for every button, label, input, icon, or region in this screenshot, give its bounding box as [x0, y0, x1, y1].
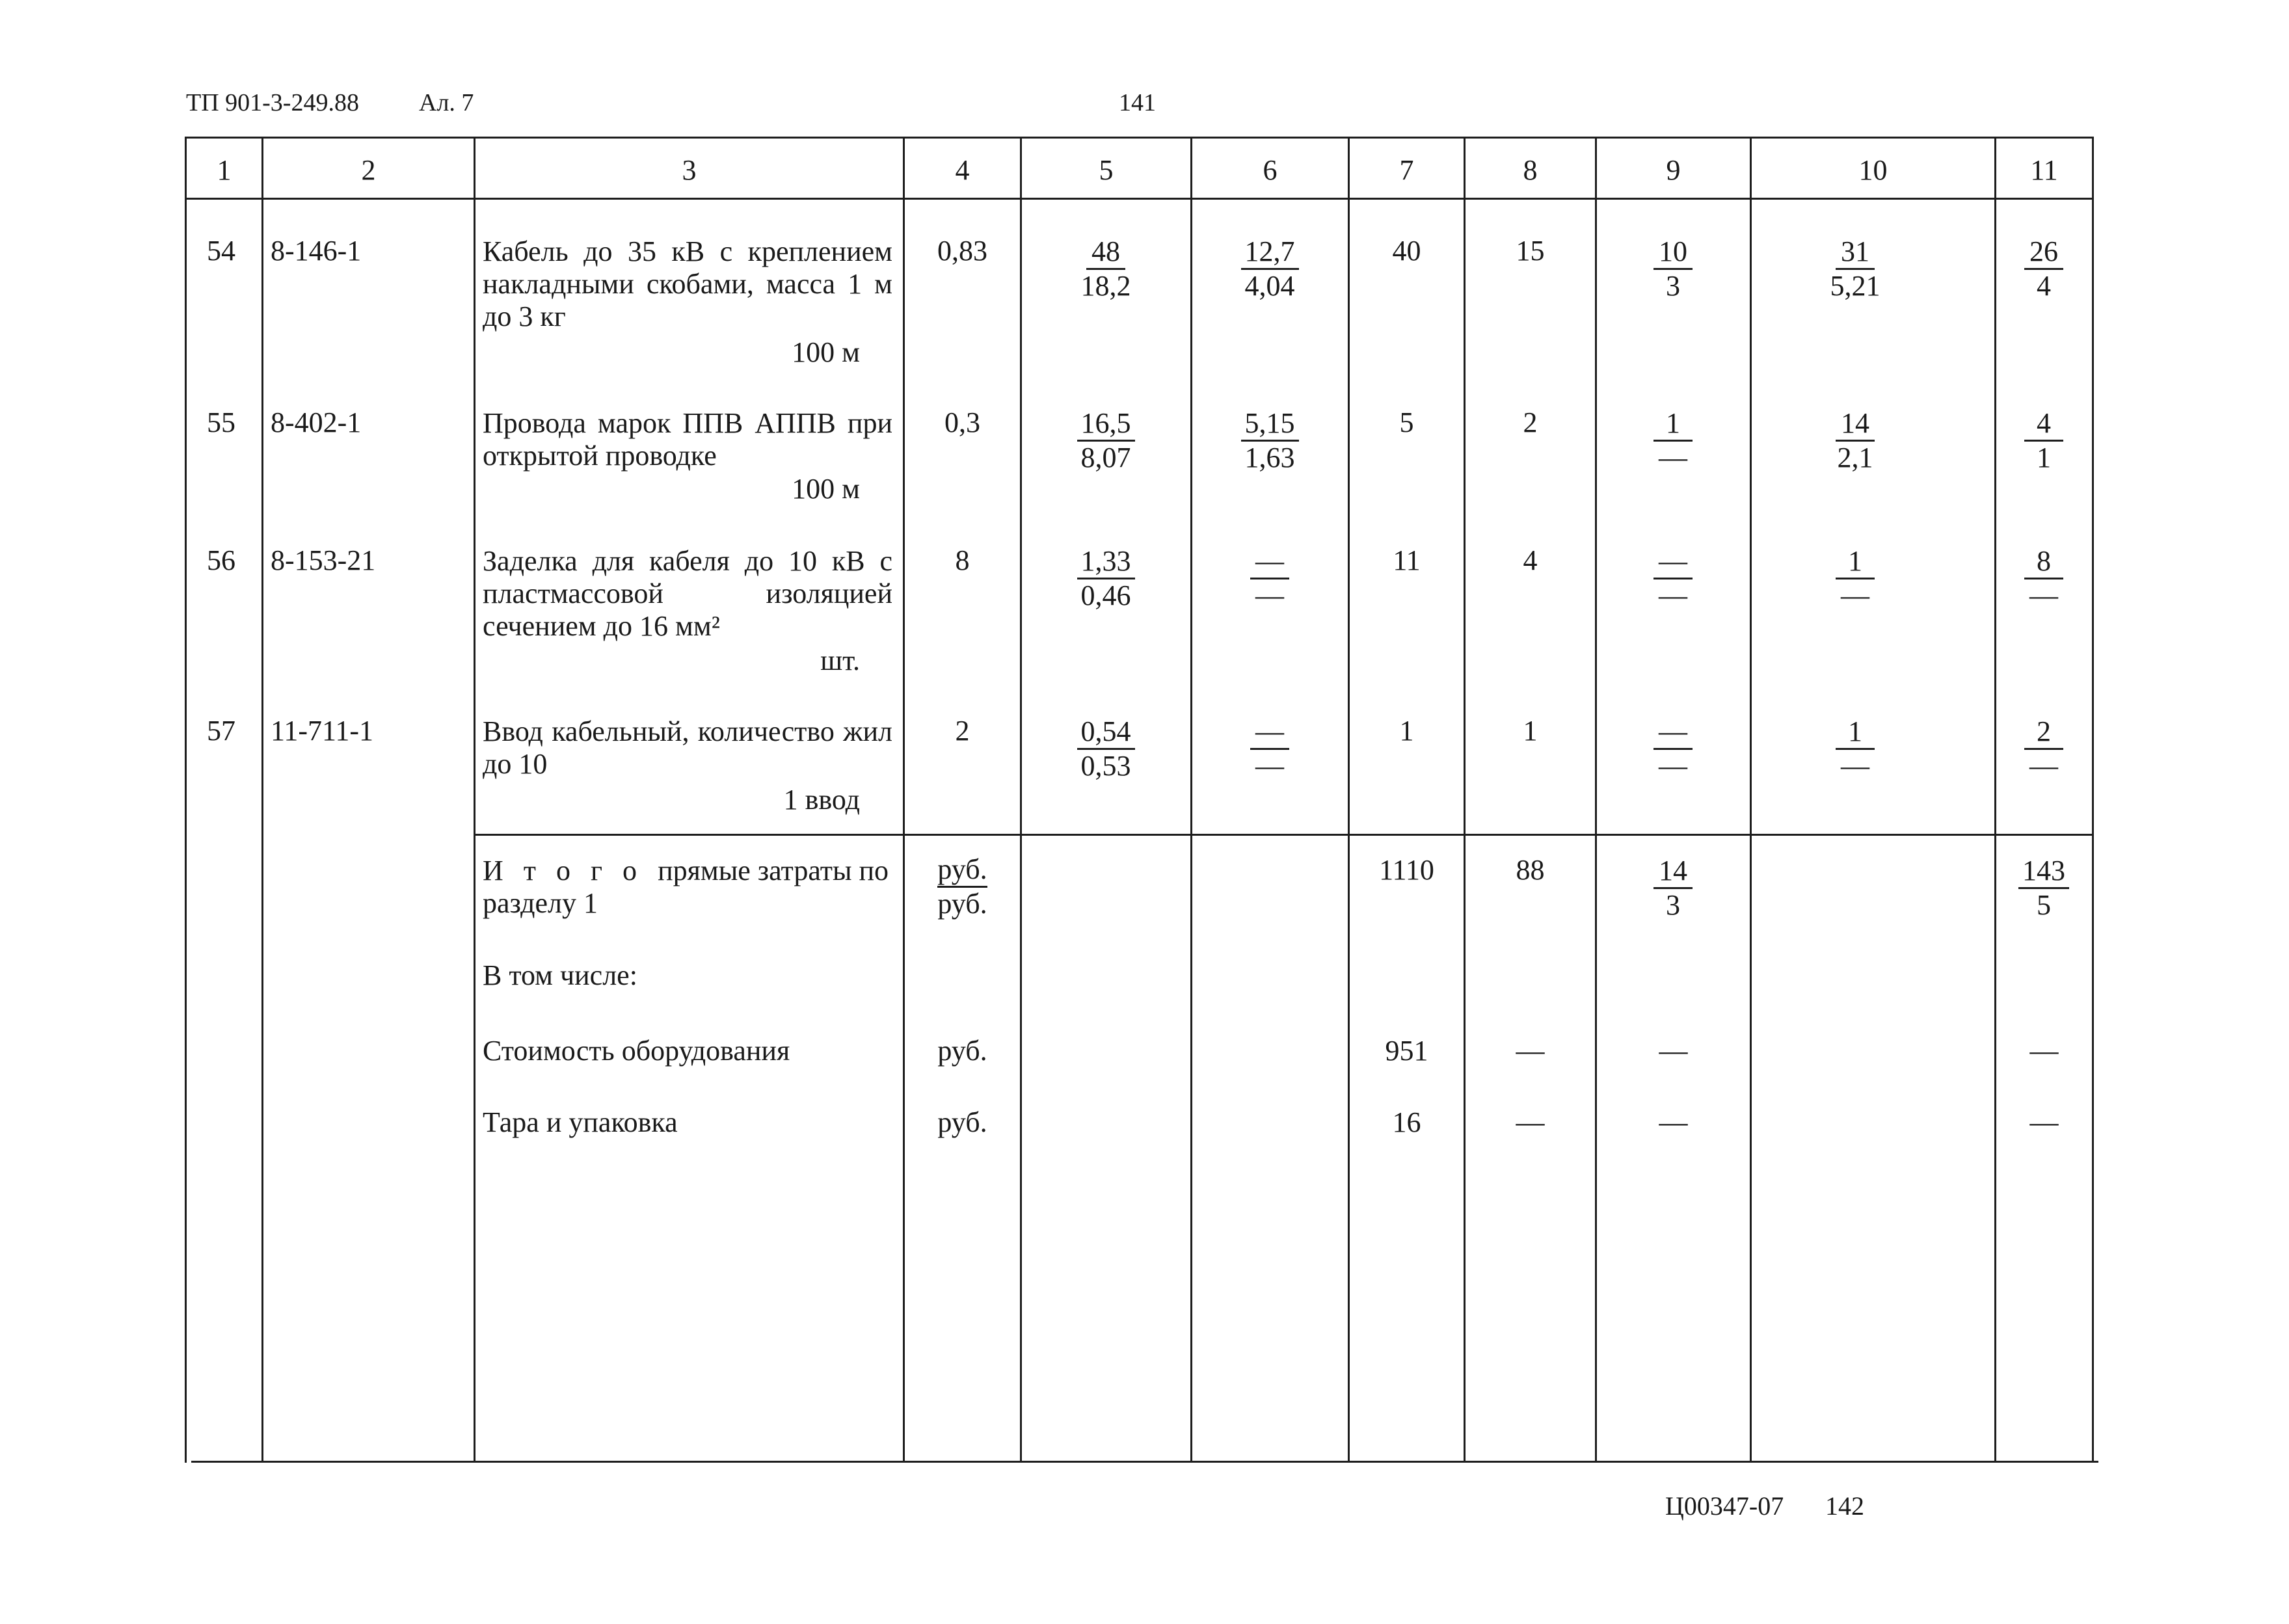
col-border: [1994, 137, 1996, 1463]
item-description: Кабель до 35 кВ с креплением накладными скобами, масса 1 м до 3 кг: [483, 235, 892, 332]
totals-item-value: —: [1516, 1106, 1545, 1138]
cost-fraction: $\frac{16,5}{8,07}$: [1041, 407, 1171, 474]
cost-fraction: $\frac{1,33}{0,46}$: [1041, 545, 1171, 612]
column-header: 11: [2030, 154, 2058, 186]
totals-item-value: —: [1659, 1106, 1688, 1138]
col-border: [1464, 137, 1466, 1463]
rate-code: 8-402-1: [271, 406, 362, 438]
col-border: [474, 137, 475, 1463]
value: 15: [1516, 235, 1545, 267]
totals-fraction: $\frac{143}{5}$: [1979, 855, 2109, 922]
cost-fraction: $\frac{0,54}{0,53}$: [1041, 715, 1171, 782]
value: 4: [1523, 544, 1538, 576]
cost-fraction: $\frac{4}{1}$: [1979, 407, 2109, 474]
quantity: 8: [955, 544, 970, 576]
column-header: 1: [217, 154, 232, 186]
column-header: 6: [1263, 154, 1278, 186]
cost-fraction: 1 —: [1608, 407, 1738, 474]
header-row-border: [185, 198, 2092, 200]
col-border: [2092, 137, 2094, 1463]
cost-fraction: $\frac{26}{4}$: [1979, 235, 2109, 302]
item-unit: 100 м: [792, 336, 860, 368]
totals-divider: [475, 834, 2092, 836]
totals-item-value: —: [2029, 1035, 2059, 1067]
quantity: 2: [955, 715, 970, 747]
totals-item-unit: руб.: [937, 1106, 987, 1138]
item-description: Провода марок ППВ АППВ при открытой проводке: [483, 407, 892, 472]
cost-fraction: $\frac{10}{3}$: [1608, 235, 1738, 302]
col-border: [185, 137, 187, 1463]
cost-fraction: — —: [1608, 715, 1738, 782]
col-border: [1595, 137, 1597, 1463]
cost-fraction: — —: [1205, 545, 1335, 612]
including-label: В том числе:: [483, 959, 637, 991]
cost-fraction: 1 —: [1790, 715, 1920, 782]
quantity: 0,83: [937, 235, 987, 267]
column-header: 3: [682, 154, 697, 186]
album-label: Ал. 7: [419, 89, 474, 116]
cost-fraction: $\frac{12,7}{4,04}$: [1205, 235, 1335, 302]
cost-fraction: $\frac{48}{18,2}$: [1080, 235, 1131, 302]
item-description: Заделка для кабеля до 10 кВ с пластмассовой изоляцией сечением до 16 мм²: [483, 545, 892, 642]
row-number: 54: [207, 235, 235, 267]
column-header: 8: [1523, 154, 1538, 186]
column-header: 4: [955, 154, 970, 186]
totals-value: 1110: [1379, 854, 1434, 886]
item-unit: 100 м: [792, 473, 860, 505]
value: 2: [1523, 406, 1538, 438]
table-bottom-border: [191, 1461, 2098, 1463]
item-unit: шт.: [820, 645, 860, 676]
col-border: [1750, 137, 1752, 1463]
totals-item-value: —: [1516, 1035, 1545, 1067]
totals-fraction: $\frac{14}{3}$: [1608, 855, 1738, 922]
quantity: 0,3: [944, 406, 980, 438]
value: 40: [1392, 235, 1421, 267]
col-border: [1020, 137, 1022, 1463]
totals-value: 88: [1516, 854, 1545, 886]
totals-item-value: 16: [1392, 1106, 1421, 1138]
cost-fraction: — —: [1608, 545, 1738, 612]
value: 1: [1523, 715, 1538, 747]
totals-item-label: Тара и упаковка: [483, 1106, 678, 1138]
value: 1: [1399, 715, 1414, 747]
col-border: [903, 137, 905, 1463]
item-description: Ввод кабельный, количество жил до 10: [483, 715, 892, 780]
column-header: 10: [1858, 154, 1888, 186]
rate-code: 8-146-1: [271, 235, 362, 267]
row-number: 57: [207, 715, 235, 747]
col-border: [261, 137, 263, 1463]
item-unit: 1 ввод: [783, 784, 860, 816]
value: 11: [1393, 544, 1421, 576]
column-header: 7: [1399, 154, 1414, 186]
col-border: [1190, 137, 1192, 1463]
totals-label: И т о г о прямые затраты по разделу 1: [483, 855, 889, 919]
rate-code: 8-153-21: [271, 544, 376, 576]
cost-fraction: — —: [1205, 715, 1335, 782]
row-number: 55: [207, 406, 235, 438]
row-number: 56: [207, 544, 235, 576]
value: 5: [1399, 406, 1414, 438]
cost-fraction: 1 —: [1790, 545, 1920, 612]
rate-code: 11-711-1: [271, 715, 374, 747]
column-header: 9: [1666, 154, 1681, 186]
table-top-border: [185, 137, 2092, 139]
totals-item-value: —: [1659, 1035, 1688, 1067]
cost-fraction: $\frac{31}{5,21}$: [1830, 235, 1881, 302]
cost-fraction: 2 —: [1979, 715, 2109, 782]
cost-fraction: $\frac{5,15}{1,63}$: [1205, 407, 1335, 474]
totals-item-value: —: [2029, 1106, 2059, 1138]
totals-item-label: Стоимость оборудования: [483, 1035, 790, 1067]
cost-fraction: 8 —: [1979, 545, 2109, 612]
col-border: [1348, 137, 1350, 1463]
footer-code: Ц00347-07: [1665, 1491, 1784, 1521]
column-header: 5: [1099, 154, 1114, 186]
page-number: 141: [1119, 89, 1156, 116]
footer-page: 142: [1825, 1491, 1864, 1521]
document-code: ТП 901-3-249.88: [186, 89, 359, 116]
column-header: 2: [361, 154, 376, 186]
totals-item-unit: руб.: [937, 1035, 987, 1067]
totals-unit: руб. руб.: [937, 853, 987, 920]
cost-fraction: $\frac{14}{2,1}$: [1790, 407, 1920, 474]
totals-item-value: 951: [1385, 1035, 1428, 1067]
